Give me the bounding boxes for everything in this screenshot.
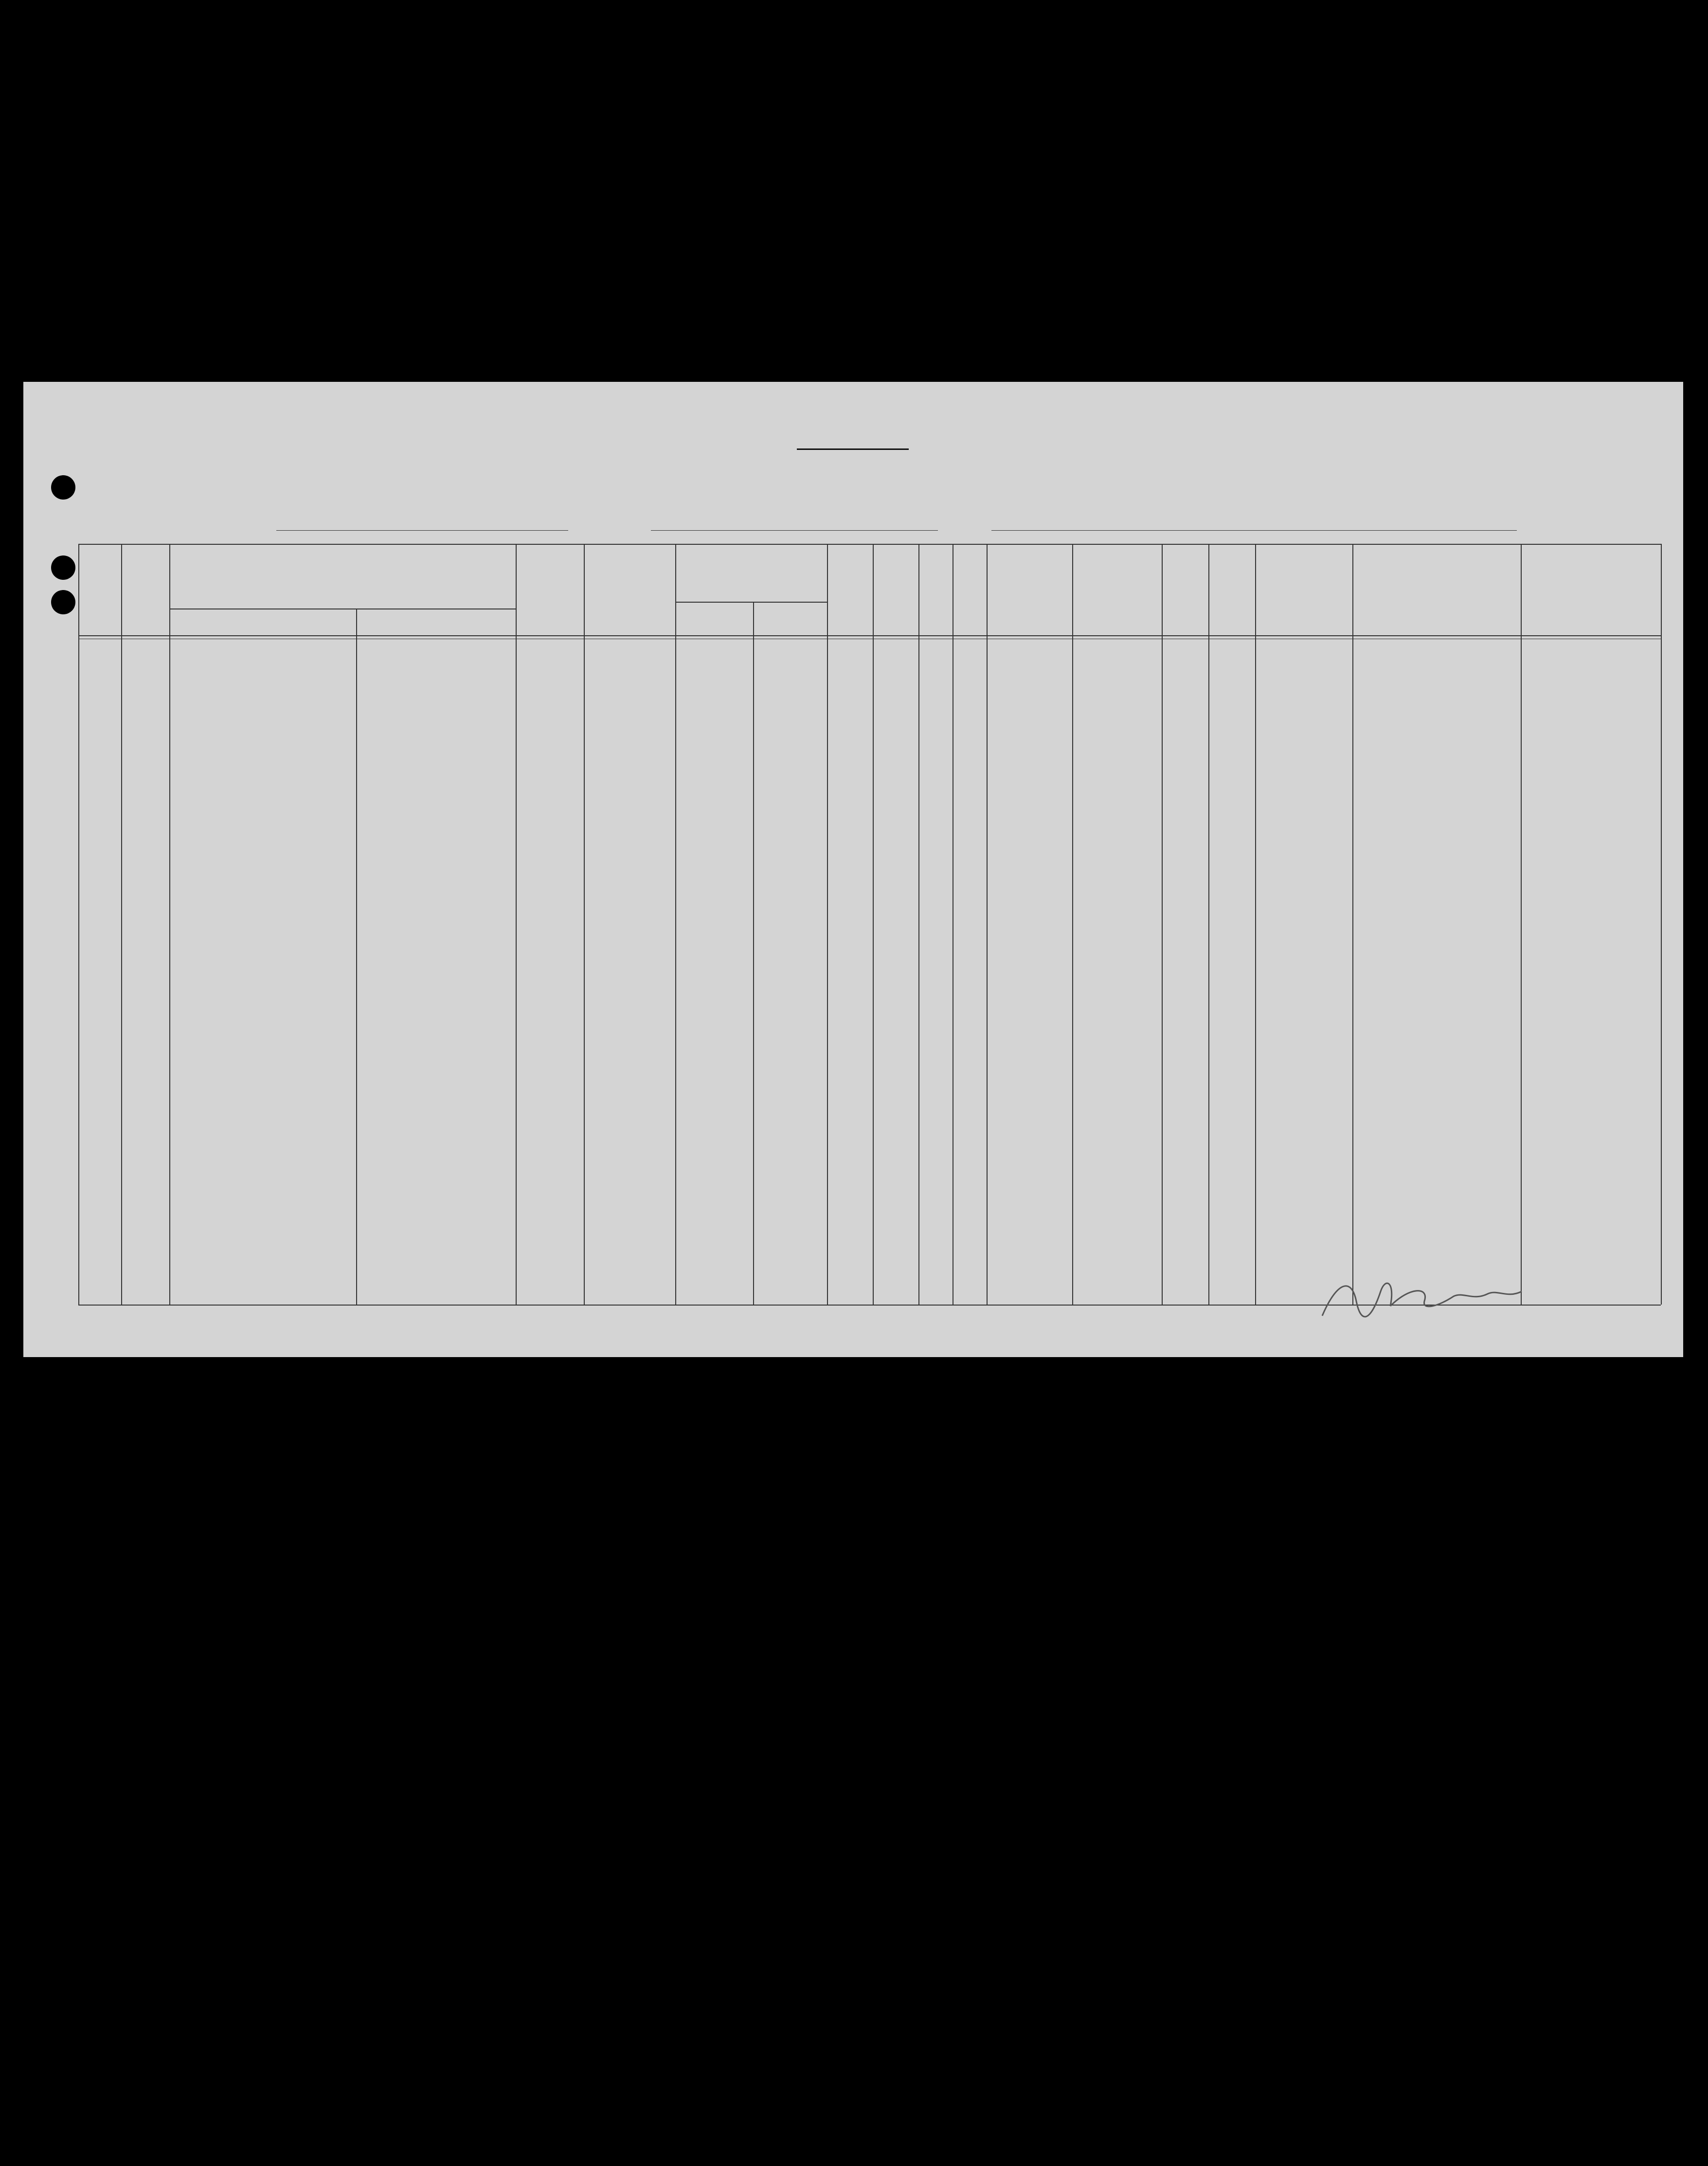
col-rule xyxy=(827,544,828,1305)
col10-header xyxy=(953,552,987,571)
manifest-sheet xyxy=(23,382,1683,1357)
col-rule xyxy=(516,544,517,1305)
col15-header xyxy=(1255,552,1352,561)
col-rule xyxy=(1521,544,1522,1305)
col16-header xyxy=(1352,552,1521,555)
col-rule xyxy=(753,602,754,1305)
col14-header xyxy=(1208,552,1255,571)
col12-header xyxy=(1072,552,1162,571)
col5-header xyxy=(584,552,675,561)
col-rule xyxy=(121,544,122,1305)
col6-header xyxy=(675,552,827,561)
punch-hole xyxy=(51,555,75,580)
table-top-rule xyxy=(78,544,1661,545)
col-rule xyxy=(1661,544,1662,1305)
col9-header xyxy=(918,552,953,571)
col3-header xyxy=(169,552,516,565)
punch-hole xyxy=(51,590,75,614)
header-bottom-rule xyxy=(78,635,1661,636)
port-line xyxy=(651,530,938,531)
col11-header xyxy=(987,552,1072,571)
col-rule xyxy=(1255,544,1256,1305)
arrival-line xyxy=(991,530,1517,531)
col-rule xyxy=(78,544,79,1305)
col-rule xyxy=(356,609,357,1305)
subheader-rule-6 xyxy=(675,602,827,603)
punch-hole xyxy=(51,475,75,500)
title-underline xyxy=(797,448,909,450)
col-rule xyxy=(675,544,676,1305)
col13-header xyxy=(1162,552,1208,571)
col-rule xyxy=(987,544,988,1305)
col-rule xyxy=(1162,544,1163,1305)
col4-header xyxy=(516,552,584,557)
film-edge-lettering xyxy=(0,4,1708,38)
col-rule xyxy=(1208,544,1209,1305)
col-rule xyxy=(918,544,919,1305)
col-rule xyxy=(1072,544,1073,1305)
col-rule xyxy=(169,544,170,1305)
vessel-line xyxy=(276,530,568,531)
col-rule xyxy=(1352,544,1353,1305)
col8-header xyxy=(873,552,918,561)
col17-header xyxy=(1521,552,1661,558)
officer-signature xyxy=(1317,1272,1551,1325)
col-rule xyxy=(873,544,874,1305)
col-rule xyxy=(584,544,585,1305)
